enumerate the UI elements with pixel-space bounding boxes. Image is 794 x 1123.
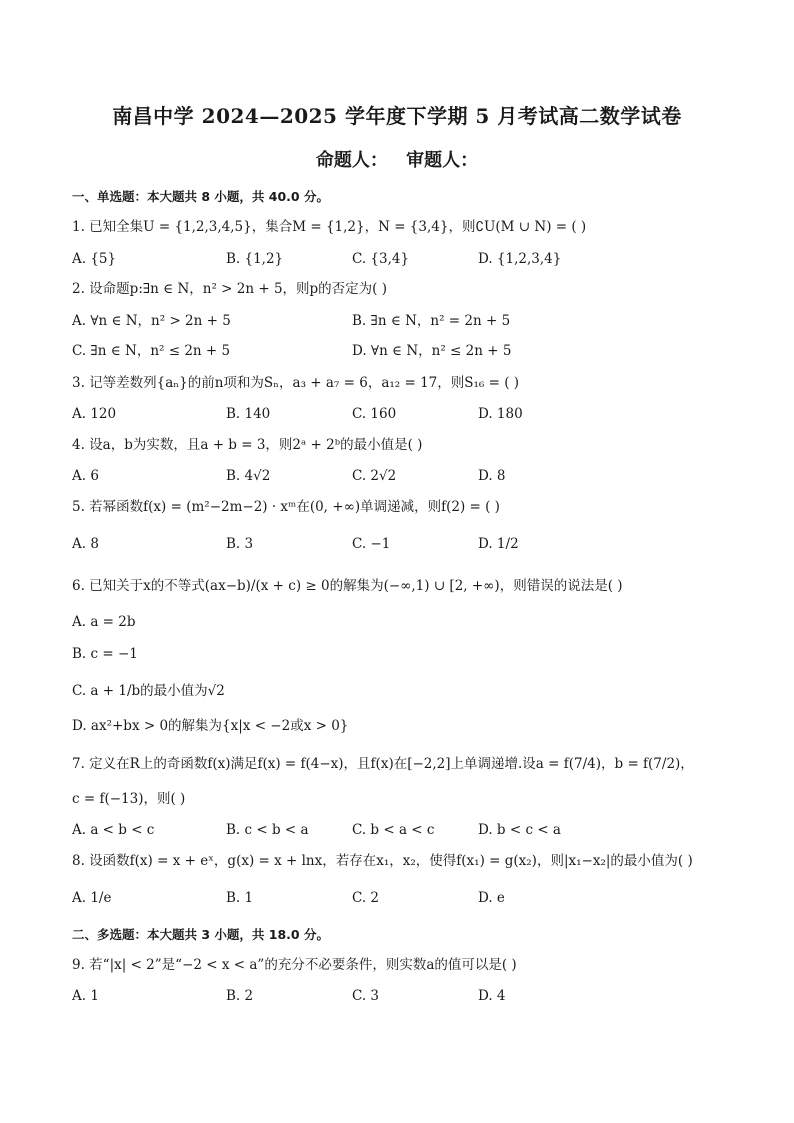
section-heading: 二、多选题：本大题共 3 小题，共 18.0 分。	[72, 927, 329, 942]
exam-authors	[0, 146, 794, 172]
option-a: A. 1	[72, 988, 99, 1004]
question-stem: 4. 设a，b为实数，且a + b = 3，则2ᵃ + 2ᵇ的最小值是( )	[72, 437, 423, 453]
option-b: B. 1	[226, 890, 254, 906]
option-d: D. b < c < a	[478, 822, 561, 838]
option-d: D. 180	[478, 406, 523, 422]
question-stem: 8. 设函数f(x) = x + eˣ，g(x) = x + lnx，若存在x₁，x₂，使得f(x₁) = g(x₂)，则|x₁−x₂|的最小值为( )	[72, 853, 693, 869]
question-stem-continued: c = f(−13)，则( )	[72, 791, 186, 807]
option-d: D. 8	[478, 468, 506, 484]
section-heading: 一、单选题：本大题共 8 小题，共 40.0 分。	[72, 189, 329, 204]
option-d: D. e	[478, 890, 505, 906]
option-a: A. a < b < c	[72, 822, 155, 838]
question-stem: 1. 已知全集U = {1,2,3,4,5}，集合M = {1,2}，N = {3,4}，则∁U(M ∪ N) = ( )	[72, 219, 587, 235]
option-b: B. 4√2	[226, 468, 271, 484]
option-b: B. 140	[226, 406, 271, 422]
proposer-label: 命题人：	[315, 150, 388, 171]
question-stem: 3. 记等差数列{aₙ}的前n项和为Sₙ，a₃ + a₇ = 6，a₁₂ = 17，则S₁₆ = ( )	[72, 375, 520, 391]
option-a: A. 1/e	[72, 890, 112, 906]
option-b: B. c < b < a	[226, 822, 309, 838]
question-stem: 2. 设命题p:∃n ∈ N，n² > 2n + 5，则p的否定为( )	[72, 281, 388, 297]
option-d: D. 1/2	[478, 536, 519, 552]
option-a: A. 8	[72, 536, 99, 552]
option-c: C. 3	[352, 988, 380, 1004]
option-b: B. ∃n ∈ N，n² = 2n + 5	[352, 313, 511, 329]
option-b: B. c = −1	[72, 646, 138, 662]
option-b: B. 3	[226, 536, 254, 552]
option-c: C. b < a < c	[352, 822, 435, 838]
option-d: D. ∀n ∈ N，n² ≤ 2n + 5	[352, 343, 512, 359]
question-stem: 7. 定义在R上的奇函数f(x)满足f(x) = f(4−x)，且f(x)在[−2,2]上单调递增.设a = f(7/4)，b = f(7/2)，	[72, 756, 694, 772]
option-d: D. ax²+bx > 0的解集为{x|x < −2或x > 0}	[72, 718, 349, 734]
option-a: A. {5}	[72, 251, 117, 267]
option-d: D. {1,2,3,4}	[478, 251, 562, 267]
question-stem: 5. 若幂函数f(x) = (m²−2m−2) · xᵐ在(0, +∞)单调递减，则f(2) = ( )	[72, 499, 500, 515]
option-b: B. 2	[226, 988, 254, 1004]
option-c: C. 2	[352, 890, 380, 906]
question-stem: 9. 若“|x| < 2”是“−2 < x < a”的充分不必要条件，则实数a的值可以是( )	[72, 957, 517, 973]
option-c: C. a + 1/b的最小值为√2	[72, 683, 225, 699]
option-a: A. 120	[72, 406, 117, 422]
option-a: A. ∀n ∈ N，n² > 2n + 5	[72, 313, 231, 329]
option-c: C. 2√2	[352, 468, 397, 484]
option-b: B. {1,2}	[226, 251, 284, 267]
option-a: A. a = 2b	[72, 614, 136, 630]
option-c: C. 160	[352, 406, 397, 422]
exam-title: 南昌中学 2024—2025 学年度下学期 5 月考试高二数学试卷	[112, 104, 682, 128]
option-c: C. {3,4}	[352, 251, 410, 267]
option-d: D. 4	[478, 988, 506, 1004]
question-stem: 6. 已知关于x的不等式(ax−b)/(x + c) ≥ 0的解集为(−∞,1) ∪ [2, +∞)，则错误的说法是( )	[72, 578, 623, 594]
reviewer-label: 审题人：	[406, 150, 479, 171]
option-c: C. −1	[352, 536, 391, 552]
option-a: A. 6	[72, 468, 99, 484]
option-c: C. ∃n ∈ N，n² ≤ 2n + 5	[72, 343, 231, 359]
